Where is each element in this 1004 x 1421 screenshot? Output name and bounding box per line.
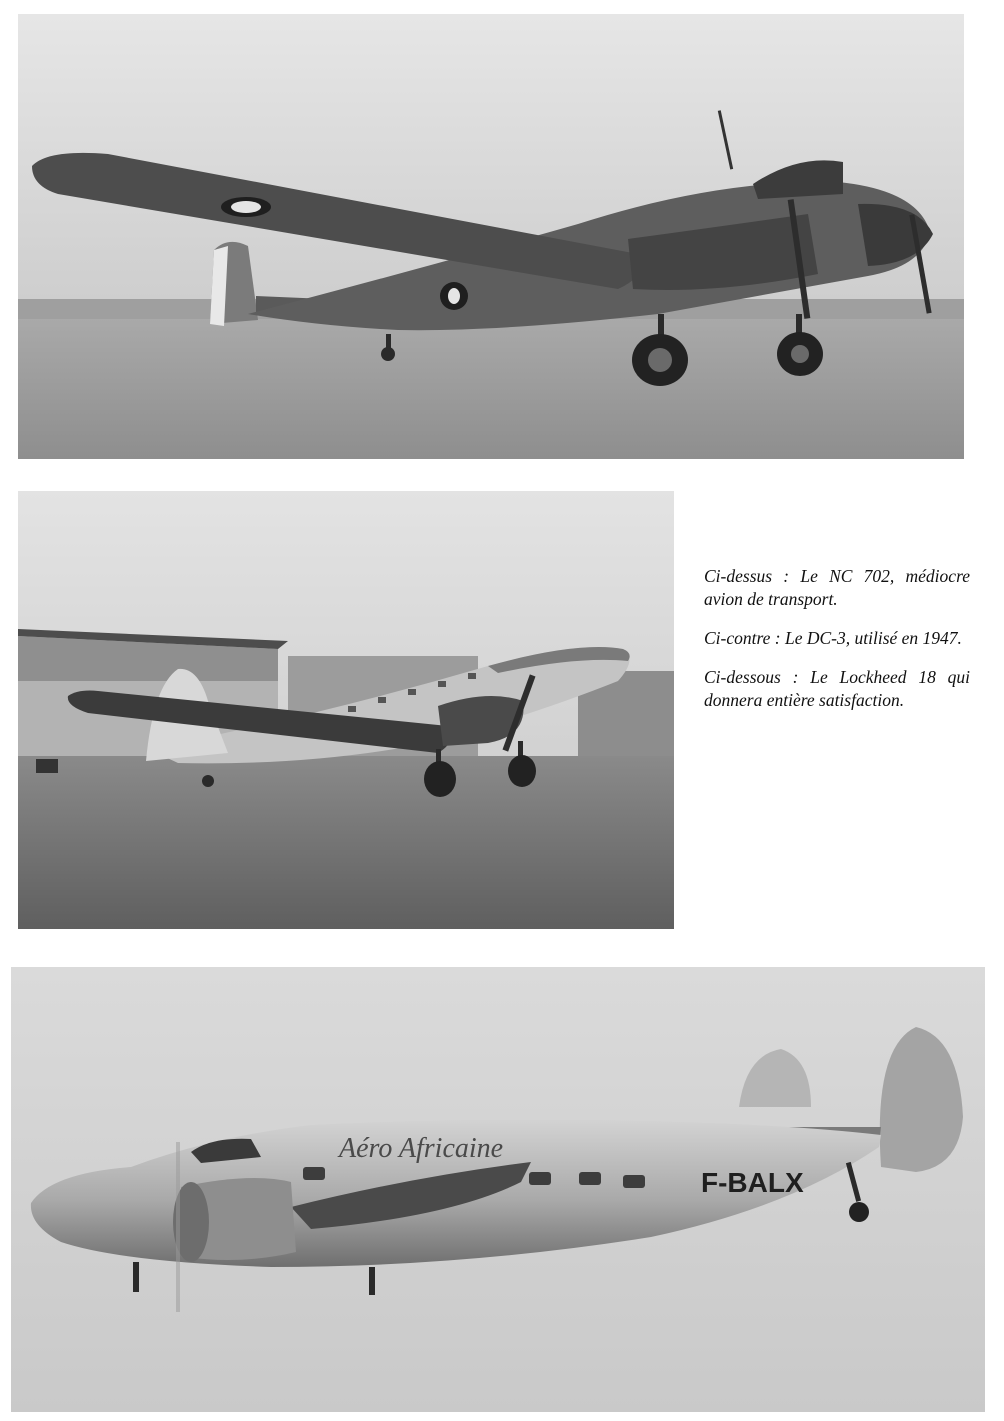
nc702-aircraft-image: [18, 14, 964, 459]
livery-text: Aéro Africaine: [339, 1133, 504, 1164]
photo-lockheed-18: [11, 967, 985, 1412]
registration-text: F-BALX: [701, 1167, 804, 1198]
photo-nc702: [18, 14, 964, 459]
caption-beside: Ci-contre : Le DC-3, utilisé en 1947.: [704, 628, 962, 648]
photo-dc3: [18, 491, 674, 929]
dc3-aircraft-image: [18, 491, 674, 929]
caption-above: Ci-dessus : Le NC 702, médiocre avion de transport.: [704, 566, 970, 609]
caption-below: Ci-dessous : Le Lockheed 18 qui donnera entière satisfaction.: [704, 667, 970, 710]
caption-block: [704, 565, 970, 728]
lockheed18-aircraft-image: [11, 967, 985, 1412]
